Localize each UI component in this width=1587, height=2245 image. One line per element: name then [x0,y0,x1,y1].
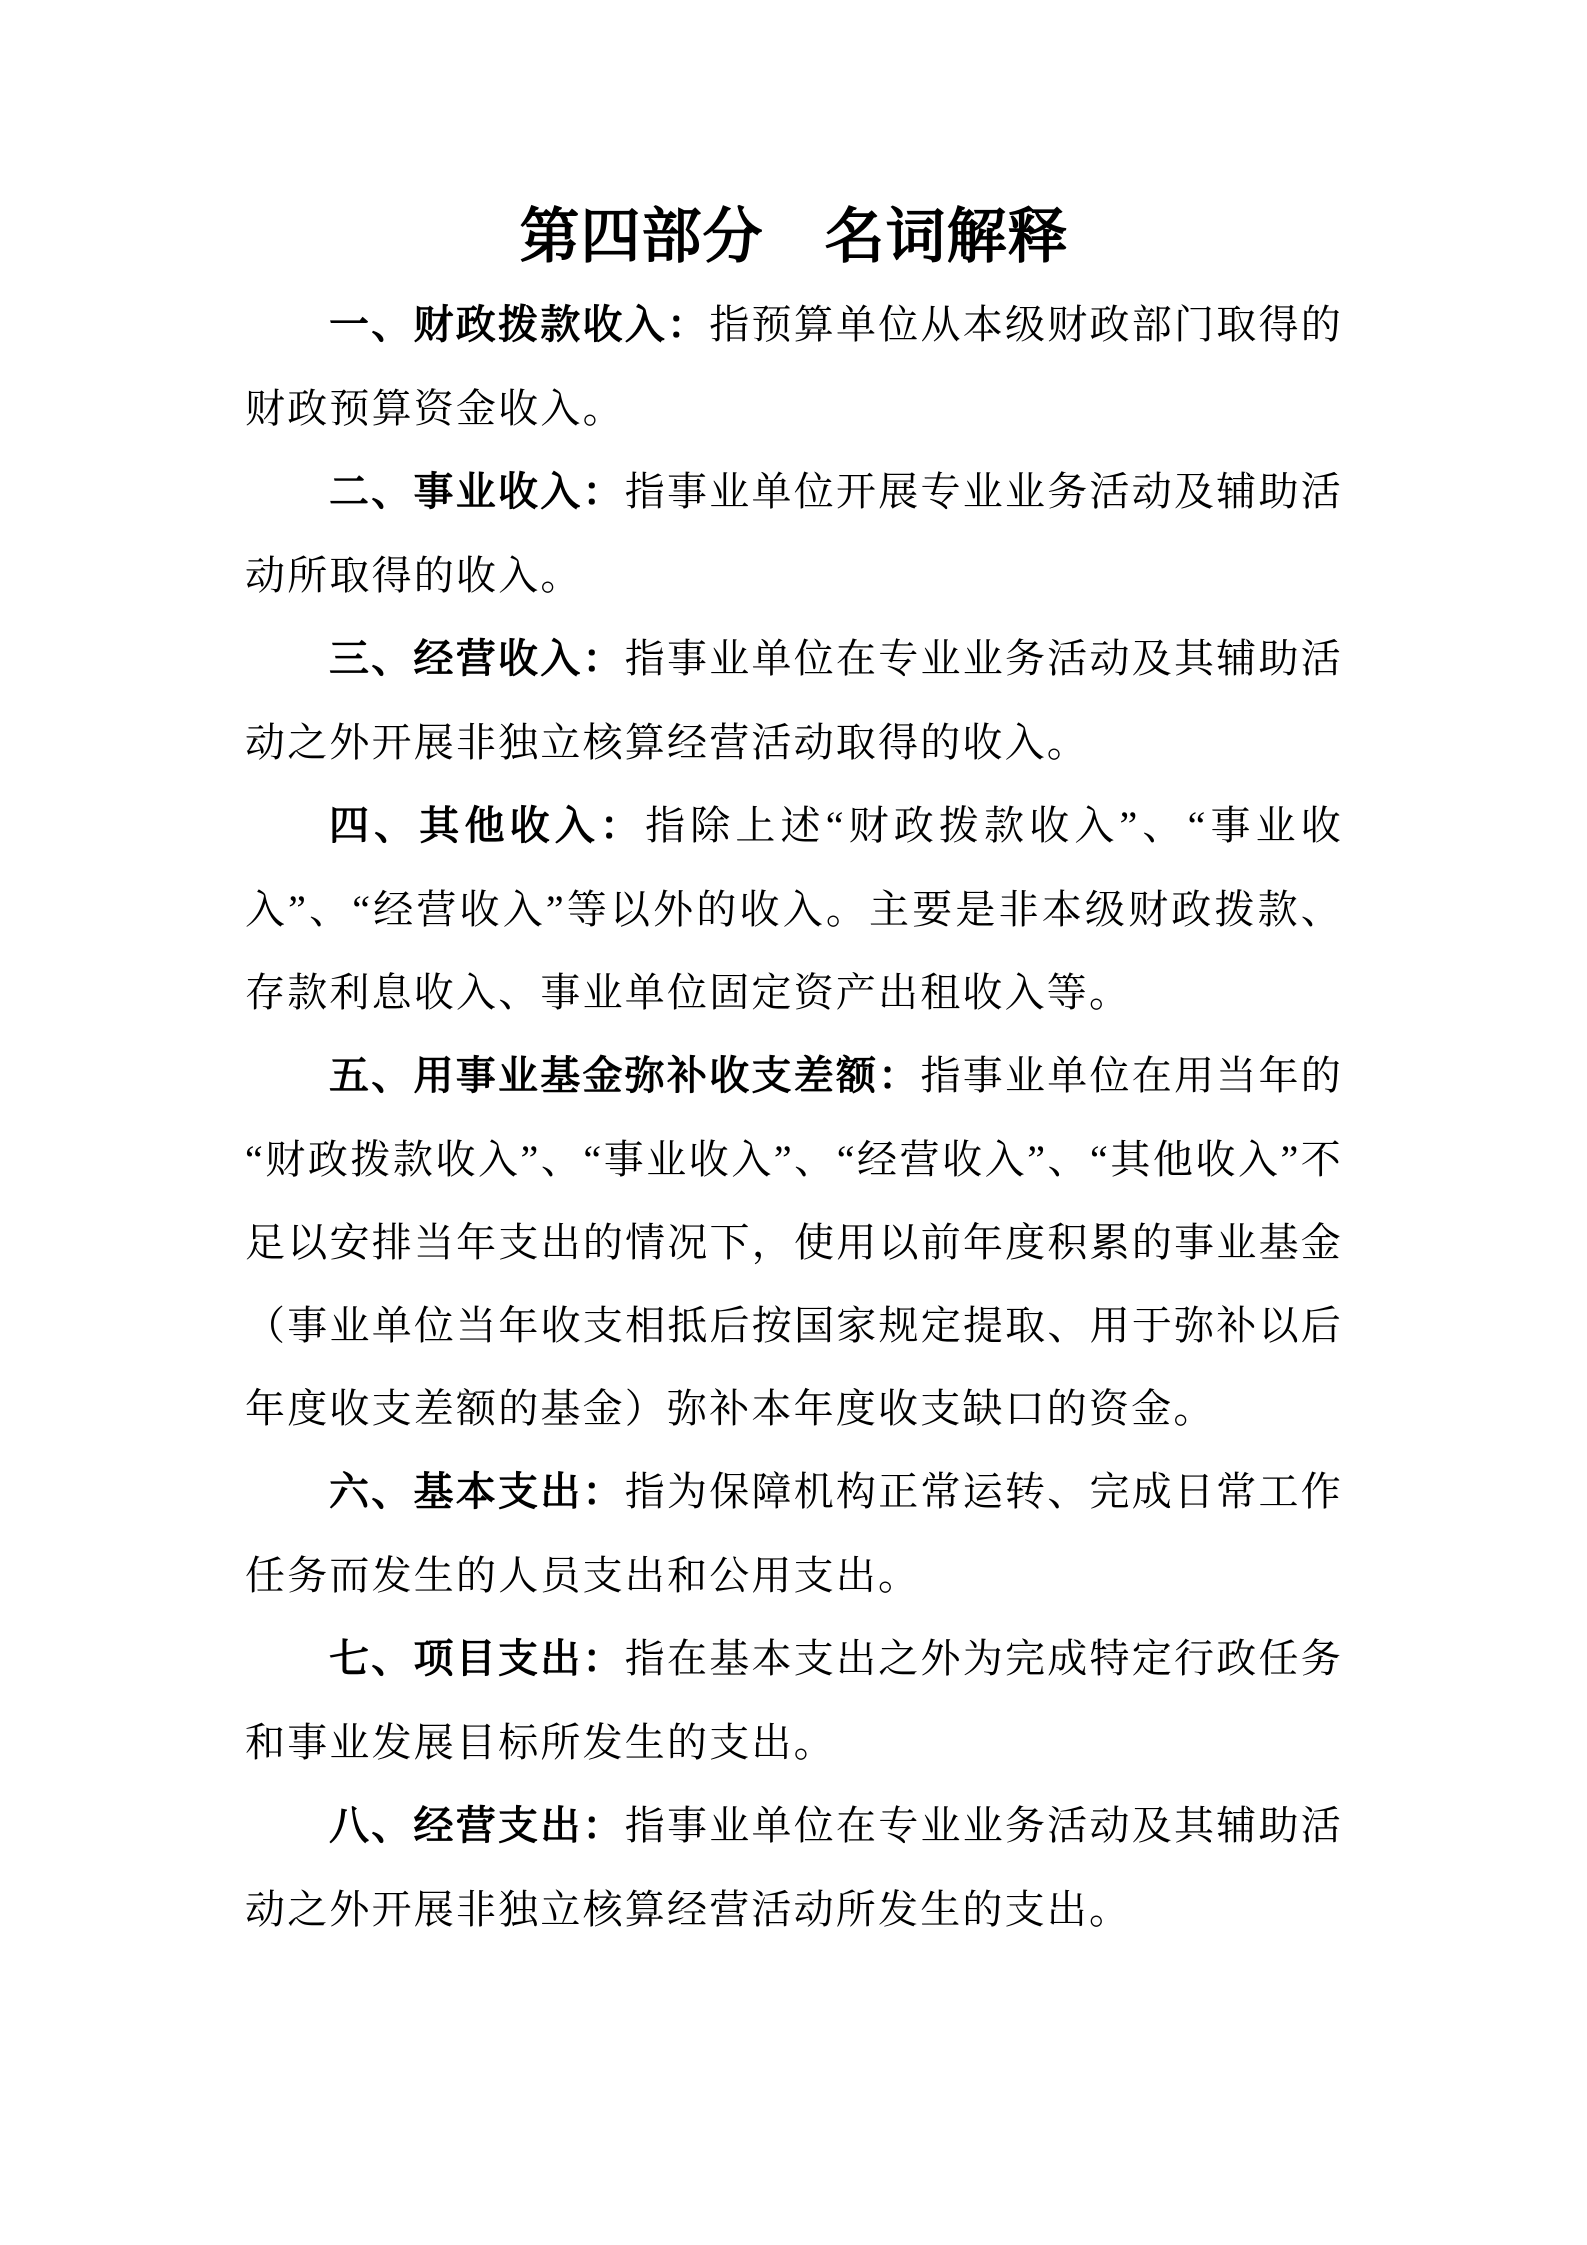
definition-paragraph [245,1617,1343,1784]
term-label: 四、其他收入： [329,804,646,848]
term-definition: 指在基本支出之外为完成特定行政任务和事业发展目标所发生的支出。 [245,1636,1343,1765]
term-definition: 指为保障机构正常运转、完成日常工作任务而发生的人员支出和公用支出。 [245,1469,1343,1598]
definition-paragraph [245,283,1343,450]
term-label: 一、财政拨款收入： [329,303,710,347]
definition-paragraph [245,1034,1343,1450]
term-definition: 指事业单位在专业业务活动及其辅助活动之外开展非独立核算经营活动取得的收入。 [245,636,1343,765]
definition-paragraph [245,450,1343,617]
term-label: 七、项目支出： [329,1637,625,1681]
term-label: 六、基本支出： [329,1470,625,1514]
term-definition: 指事业单位在用当年的“财政拨款收入”、“事业收入”、“经营收入”、“其他收入”不足以安排当年支出的情况下，使用以前年度积累的事业基金（事业单位当年收支相抵后按国家规定提取、用于弥补以后年度收支差额的基金）弥补本年度收支缺口的资金。 [245,1053,1343,1431]
page-title: 第四部分 名词解释 [519,203,1069,270]
definition-paragraph [245,617,1343,784]
definition-paragraph [245,1784,1343,1951]
term-label: 三、经营收入： [329,637,625,681]
term-label: 五、用事业基金弥补收支差额： [329,1054,921,1098]
term-label: 二、事业收入： [329,470,625,514]
term-label: 八、经营支出： [329,1804,625,1848]
term-definition: 指事业单位在专业业务活动及其辅助活动之外开展非独立核算经营活动所发生的支出。 [245,1803,1343,1932]
definition-paragraph [245,784,1343,1034]
term-definition: 指预算单位从本级财政部门取得的财政预算资金收入。 [245,302,1343,431]
term-definition: 指除上述“财政拨款收入”、“事业收入”、“经营收入”等以外的收入。主要是非本级财政拨款、存款利息收入、事业单位固定资产出租收入等。 [245,803,1343,1015]
term-definition: 指事业单位开展专业业务活动及辅助活动所取得的收入。 [245,469,1343,598]
definition-paragraph [245,1450,1343,1617]
